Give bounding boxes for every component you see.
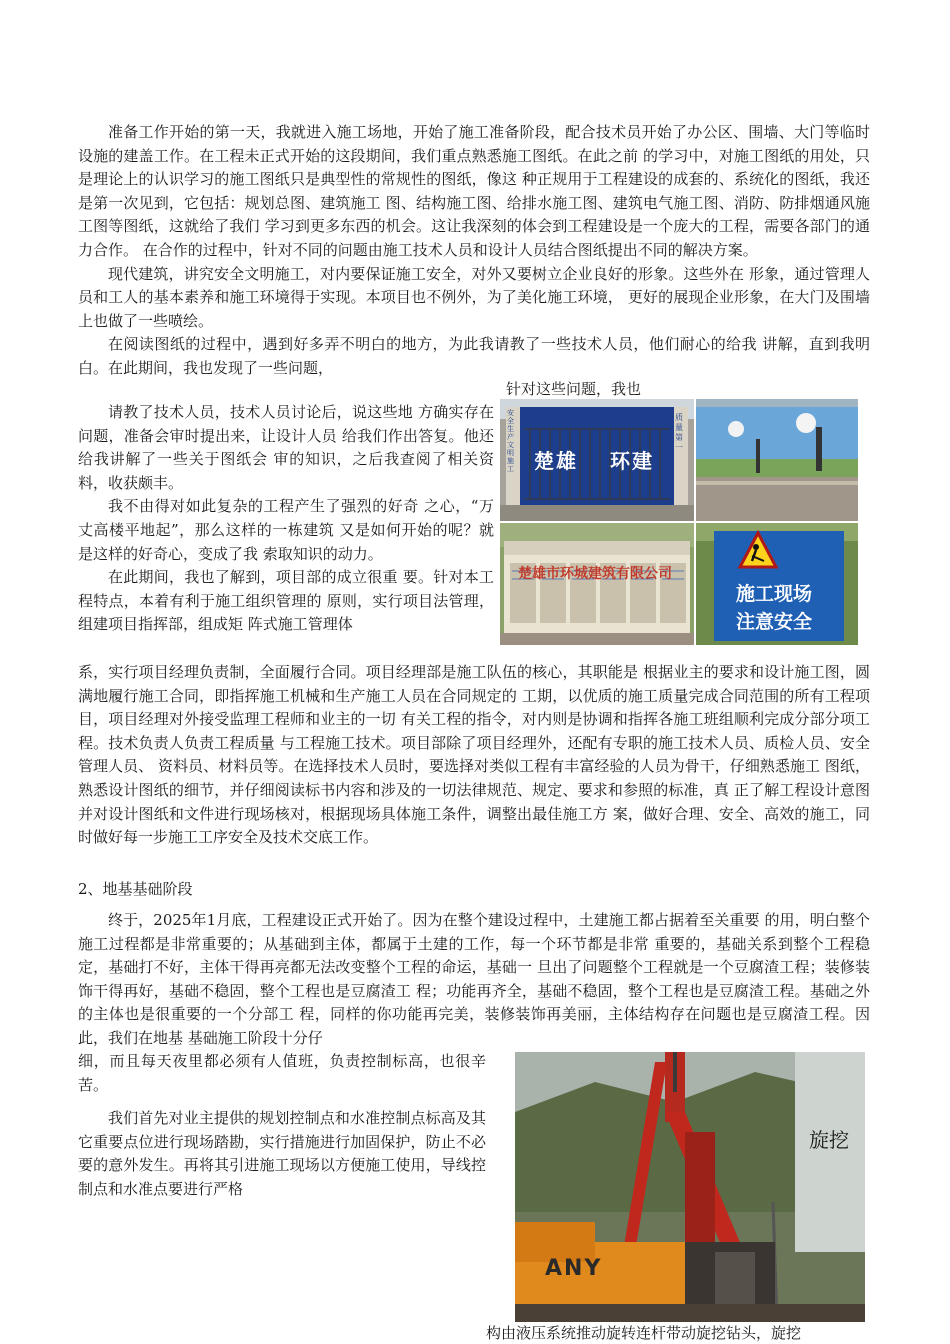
section1-paragraph-4: 请教了技术人员，技术人员讨论后，说这些地 方确实存在问题，准备会审时提出来，让设计人员 给我们作出答复。他还给我讲解了一些关于图纸会 审的知识，之后我查阅了相关资料，收获颇丰。 — [78, 403, 494, 492]
photo-site-gate — [500, 399, 694, 521]
section2-paragraph-1-rest: 细，而且每天夜里都必须有人值班，负责控制标高，也很辛苦。 — [78, 1052, 486, 1094]
gate-side-right-text: 质量第一 — [675, 413, 683, 452]
gate-right-text: 环建 — [610, 449, 654, 473]
photo-painted-wall — [696, 399, 858, 521]
safety-sign-line-1: 施工现场 — [736, 583, 813, 605]
section1-paragraph-2: 现代建筑，讲究安全文明施工，对内要保证施工安全，对外又要树立企业良好的形象。这些外在 形象，通过管理人员和工人的基本素养和施工环境得于实现。本项目也不例外，为了美化施工环境， 更好的展现企业形象，在大门及围墙上也做了一些喷绘。 — [78, 264, 870, 330]
section1-paragraph-3-tail: 针对这些问题，我也 — [506, 380, 642, 398]
rig-caption: 构由液压系统推动旋转连杆带动旋挖钻头，旋挖 — [486, 1324, 802, 1342]
section1-wide-block — [78, 661, 870, 850]
section2-narrow-block — [78, 1050, 486, 1202]
section1-full-width-block — [78, 121, 870, 381]
section2-paragraph-1-start: 终于，2025年1月底，工程建设正式开始了。因为在整个建设过程中，土建施工都占据着至关重要 的用，明白整个施工过程都是非常重要的；从基础到主体，都属于土建的工作，每一个环节都是非常 重要的，基础关系到整个工程稳定，基础打不好，主体干得再亮都无法改变整个工程的命运，基础一 旦出了问题整个工程就是一个豆腐渣工程；装修装饰干得再好，基础不稳固，整个工程也是豆腐渣工 程；功能再齐全，基础不稳固，整个工程也是豆腐渣工程。基础之外的主体也是很重要的一个分部工 程，同样的你功能再完美，装修装饰再美丽，主体结构存在问题也是豆腐渣工程。因此，我们在地基 基础施工阶段十分仔 — [78, 911, 870, 1047]
section1-paragraph-1: 准备工作开始的第一天，我就进入施工场地，开始了施工准备阶段，配合技术员开始了办公区、围墙、大门等临时设施的建盖工作。在工程未正式开始的这段期间，我们重点熟悉施工图纸。在此之前 的学习中，对施工图纸的用处，只是理论上的认识学习的施工图纸只是典型性的常规性的图纸，像这 种正规用于工程建设的成套的、系统化的图纸，我还是第一次见到，它包括：规划总图、建筑施工 图、结构施工图、给排水施工图、建筑电气施工图、消防、防排烟通风施工图等图纸，这就给了我们 学习到更多东西的机会。这让我深刻的体会到工程建设是一个庞大的工程，需要各部门的通力合作。 在合作的过程中，针对不同的问题由施工技术人员和设计人员结合图纸提出不同的解决方案。 — [78, 123, 870, 259]
section1-narrow-block — [78, 401, 494, 637]
gate-side-left-text: 安全生产文明施工 — [507, 409, 514, 473]
photo-safety-sign — [696, 523, 858, 645]
gate-left-text: 楚雄 — [534, 449, 578, 473]
rig-brand-text: ANY — [545, 1256, 603, 1281]
photo-company-billboard — [500, 523, 694, 645]
section2-full-width-block — [78, 909, 870, 1051]
section1-paragraph-6-start: 在此期间，我也了解到，项目部的成立很重 要。针对本工程特点，本着有利于施工组织管理的 原则，实行项目法管理，组建项目指挥部，组成矩 阵式施工管理体 — [78, 568, 494, 634]
photo-rotary-drilling-rig — [515, 1052, 865, 1322]
section1-paragraph-6-rest: 系，实行项目经理负责制，全面履行合同。项目经理部是施工队伍的核心，其职能是 根据业主的要求和设计施工图，圆满地履行施工合同，即指挥施工机械和生产施工人员在合同规定的 工期，以优质的施工质量完成合同范围的所有工程项目，项目经理对外接受监理工程师和业主的一切 有关工程的指令，对内则是协调和指挥各施工班组顺利完成分部分项工程。技术负责人负责工程质量 与工程施工技术。项目部除了项目经理外，还配有专职的施工技术人员、质检人员、安全管理人员、 资料员、材料员等。在选择技术人员时，要选择对类似工程有丰富经验的人员为骨干，仔细熟悉施工 图纸，熟悉设计图纸的细节，并仔细阅读标书内容和涉及的一切法律规范、规定、要求和参照的标准，真 正了解工程设计意图并对设计图纸和文件进行现场核对，根据现场具体施工条件，调整出最佳施工方 案，做好合理、安全、高效的施工，同时做好每一步施工工序安全及技术交底工作。 — [78, 663, 870, 847]
section2-paragraph-2: 我们首先对业主提供的规划控制点和水准控制点标高及其它重要点位进行现场踏勘，实行措施进行加固保护，防止不必要的意外发生。再将其引进施工现场以方便施工使用，导线控制点和水准点要进行严格 — [78, 1109, 486, 1198]
section1-paragraph-5: 我不由得对如此复杂的工程产生了强烈的好奇 之心，“万丈高楼平地起”，那么这样的一栋建筑 又是如何开始的呢？就是这样的好奇心，变成了我 索取知识的动力。 — [78, 497, 494, 563]
safety-sign-line-2: 注意安全 — [736, 611, 813, 633]
billboard-text: 楚雄市环城建筑有限公司 — [518, 566, 672, 582]
section2-heading: 2、地基基础阶段 — [78, 880, 193, 898]
section1-paragraph-3: 在阅读图纸的过程中，遇到好多弄不明白的地方，为此我请教了一些技术人员，他们耐心的给我 讲解，直到我明白。在此期间，我也发现了一些问题， — [78, 335, 870, 377]
rig-label-text: 旋挖 — [809, 1128, 849, 1152]
